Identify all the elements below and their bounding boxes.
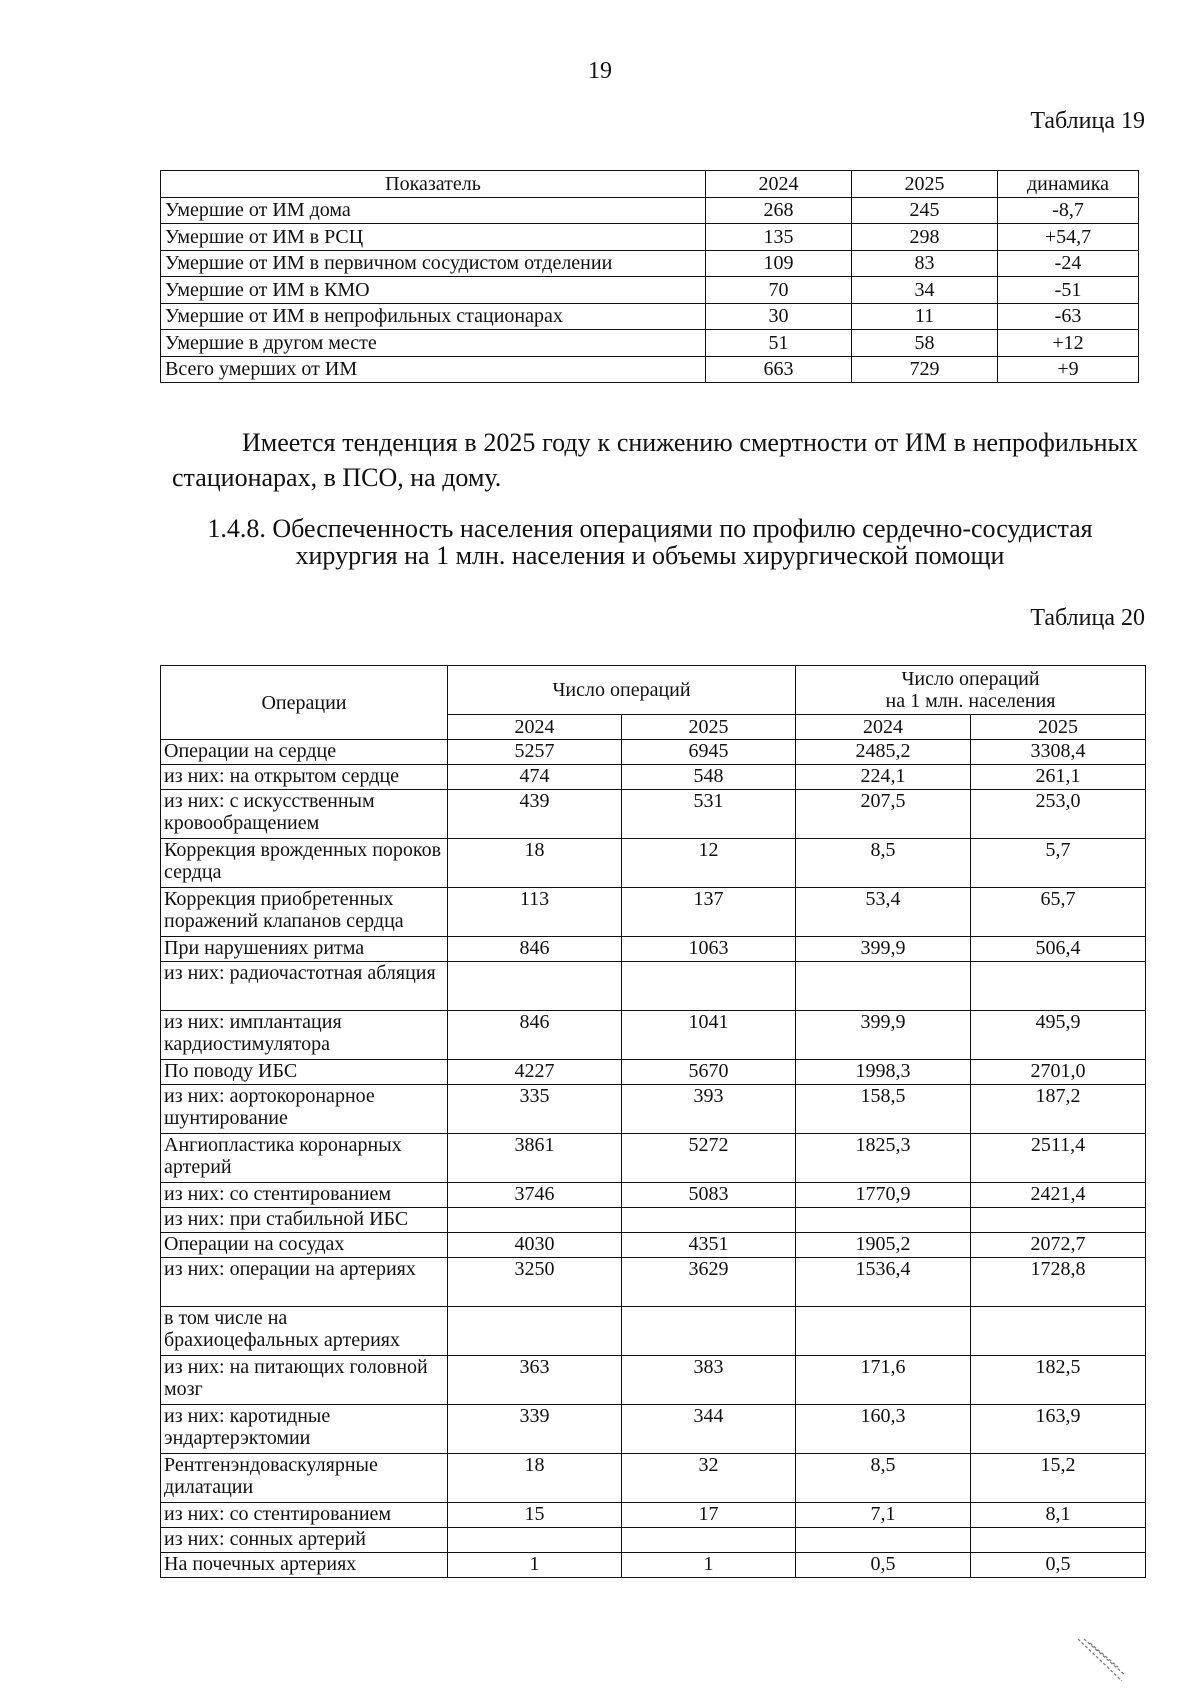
value-cell: 137 (622, 888, 796, 937)
value-cell: 335 (448, 1085, 622, 1134)
value-cell: 495,9 (971, 1011, 1146, 1060)
value-cell (971, 962, 1146, 1011)
section-heading-line-2: хирургия на 1 млн. населения и объемы хирургической помощи (295, 541, 1005, 570)
value-cell (622, 1528, 796, 1553)
per-million-line-2: на 1 млн. населения (885, 690, 1056, 712)
table-row (161, 197, 1139, 224)
value-cell: 1998,3 (796, 1060, 971, 1085)
value-cell: +54,7 (998, 224, 1139, 251)
row-label-cell: Ангиопластика коронарных артерий (161, 1134, 448, 1183)
table-19-label: Таблица 19 (1030, 108, 1145, 134)
section-heading (160, 515, 1140, 569)
row-label-cell: из них: при стабильной ИБС (161, 1208, 448, 1233)
table-row (161, 1405, 1146, 1454)
value-cell (448, 962, 622, 1011)
value-cell (971, 1307, 1146, 1356)
per-million-line-1: Число операций (901, 668, 1040, 690)
value-cell: 729 (852, 356, 998, 383)
year-header: 2024 (796, 715, 971, 740)
value-cell: 158,5 (796, 1085, 971, 1134)
row-label-cell: Операции на сосудах (161, 1233, 448, 1258)
value-cell (622, 962, 796, 1011)
value-cell: 846 (448, 937, 622, 962)
row-label-cell: По поводу ИБС (161, 1060, 448, 1085)
value-cell: 224,1 (796, 765, 971, 790)
row-label-cell: Умершие от ИМ в первичном сосудистом отделении (161, 250, 706, 277)
table-row (161, 277, 1139, 304)
value-cell: 3308,4 (971, 740, 1146, 765)
value-cell: 261,1 (971, 765, 1146, 790)
value-cell: 1825,3 (796, 1134, 971, 1183)
table-row (161, 303, 1139, 330)
value-cell (448, 1307, 622, 1356)
table-row (161, 1454, 1146, 1503)
table-row (161, 250, 1139, 277)
table-row (161, 1503, 1146, 1528)
table-row (161, 790, 1146, 839)
value-cell: 3629 (622, 1258, 796, 1307)
value-cell: 1536,4 (796, 1258, 971, 1307)
value-cell: 399,9 (796, 1011, 971, 1060)
row-label-cell: На почечных артериях (161, 1553, 448, 1578)
value-cell: 548 (622, 765, 796, 790)
row-label-cell: из них: сонных артерий (161, 1528, 448, 1553)
table-row (161, 1085, 1146, 1134)
row-label-cell: Всего умерших от ИМ (161, 356, 706, 383)
row-label-cell: Умершие в другом месте (161, 330, 706, 357)
table-row (161, 224, 1139, 251)
value-cell (448, 1208, 622, 1233)
value-cell: 846 (448, 1011, 622, 1060)
value-cell: 5272 (622, 1134, 796, 1183)
value-cell: 5083 (622, 1183, 796, 1208)
year-header: 2024 (448, 715, 622, 740)
value-cell: +9 (998, 356, 1139, 383)
value-cell: 113 (448, 888, 622, 937)
value-cell: 8,5 (796, 1454, 971, 1503)
conclusion-paragraph (172, 425, 1138, 495)
table-row (161, 765, 1146, 790)
value-cell: 83 (852, 250, 998, 277)
value-cell: 7,1 (796, 1503, 971, 1528)
value-cell: 6945 (622, 740, 796, 765)
year-header: 2025 (622, 715, 796, 740)
table-row (161, 1183, 1146, 1208)
table-row (161, 1011, 1146, 1060)
column-header: динамика (998, 171, 1139, 198)
value-cell: 0,5 (796, 1553, 971, 1578)
value-cell: 1 (448, 1553, 622, 1578)
value-cell: 109 (706, 250, 852, 277)
value-cell: +12 (998, 330, 1139, 357)
value-cell (796, 1307, 971, 1356)
column-header-operations: Операции (161, 666, 448, 740)
value-cell: 160,3 (796, 1405, 971, 1454)
value-cell: 187,2 (971, 1085, 1146, 1134)
column-header-count: Число операций (448, 666, 796, 715)
value-cell: 11 (852, 303, 998, 330)
table-row (161, 356, 1139, 383)
value-cell: 1770,9 (796, 1183, 971, 1208)
table-19 (160, 170, 1139, 383)
value-cell: 531 (622, 790, 796, 839)
value-cell: 1 (622, 1553, 796, 1578)
value-cell (971, 1528, 1146, 1553)
row-label-cell: Операции на сердце (161, 740, 448, 765)
value-cell: 30 (706, 303, 852, 330)
value-cell: 399,9 (796, 937, 971, 962)
value-cell: 51 (706, 330, 852, 357)
value-cell: 663 (706, 356, 852, 383)
value-cell: 171,6 (796, 1356, 971, 1405)
value-cell: 0,5 (971, 1553, 1146, 1578)
value-cell: 53,4 (796, 888, 971, 937)
table-20-label: Таблица 20 (1030, 605, 1145, 631)
table-row (161, 937, 1146, 962)
value-cell: 4227 (448, 1060, 622, 1085)
row-label-cell: из них: каротидные эндартерэктомии (161, 1405, 448, 1454)
value-cell: 15,2 (971, 1454, 1146, 1503)
row-label-cell: из них: со стентированием (161, 1183, 448, 1208)
value-cell: -24 (998, 250, 1139, 277)
value-cell: 344 (622, 1405, 796, 1454)
table-row (161, 1134, 1146, 1183)
value-cell: 253,0 (971, 790, 1146, 839)
value-cell (622, 1208, 796, 1233)
value-cell: 298 (852, 224, 998, 251)
table-row (161, 1528, 1146, 1553)
table-20 (160, 665, 1146, 1578)
column-header: 2024 (706, 171, 852, 198)
value-cell (622, 1307, 796, 1356)
table-row (161, 888, 1146, 937)
year-header: 2025 (971, 715, 1146, 740)
table-row (161, 1307, 1146, 1356)
pen-mark-icon (1070, 1635, 1130, 1685)
value-cell: 12 (622, 839, 796, 888)
table-row (161, 330, 1139, 357)
value-cell: 17 (622, 1503, 796, 1528)
value-cell: 3746 (448, 1183, 622, 1208)
value-cell (971, 1208, 1146, 1233)
value-cell: 1063 (622, 937, 796, 962)
row-label-cell: Умершие от ИМ дома (161, 197, 706, 224)
value-cell: 245 (852, 197, 998, 224)
value-cell: 8,5 (796, 839, 971, 888)
row-label-cell: из них: аортокоронарное шунтирование (161, 1085, 448, 1134)
value-cell: 363 (448, 1356, 622, 1405)
value-cell (448, 1528, 622, 1553)
value-cell: 2485,2 (796, 740, 971, 765)
row-label-cell: из них: с искусственным кровообращением (161, 790, 448, 839)
value-cell: 15 (448, 1503, 622, 1528)
row-label-cell: из них: имплантация кардиостимулятора (161, 1011, 448, 1060)
row-label-cell: из них: на открытом сердце (161, 765, 448, 790)
row-label-cell: из них: операции на артериях (161, 1258, 448, 1307)
row-label-cell: из них: со стентированием (161, 1503, 448, 1528)
value-cell: 5,7 (971, 839, 1146, 888)
value-cell: 268 (706, 197, 852, 224)
table-19-header-row (161, 171, 1139, 198)
value-cell: 439 (448, 790, 622, 839)
value-cell (796, 1528, 971, 1553)
table-row (161, 1553, 1146, 1578)
value-cell: 34 (852, 277, 998, 304)
value-cell: 2701,0 (971, 1060, 1146, 1085)
value-cell: 2511,4 (971, 1134, 1146, 1183)
value-cell: 5670 (622, 1060, 796, 1085)
table-row (161, 839, 1146, 888)
page-number: 19 (588, 58, 612, 84)
table-row (161, 1356, 1146, 1405)
column-header-per-million (796, 666, 1146, 715)
row-label-cell: из них: на питающих головной мозг (161, 1356, 448, 1405)
value-cell: 163,9 (971, 1405, 1146, 1454)
value-cell: 207,5 (796, 790, 971, 839)
column-header: Показатель (161, 171, 706, 198)
row-label-cell: Коррекция приобретенных поражений клапанов сердца (161, 888, 448, 937)
value-cell: -63 (998, 303, 1139, 330)
value-cell: 182,5 (971, 1356, 1146, 1405)
value-cell (796, 1208, 971, 1233)
value-cell: 3250 (448, 1258, 622, 1307)
value-cell: 1728,8 (971, 1258, 1146, 1307)
value-cell: 135 (706, 224, 852, 251)
value-cell: -51 (998, 277, 1139, 304)
value-cell: 474 (448, 765, 622, 790)
table-row (161, 1233, 1146, 1258)
value-cell: 2072,7 (971, 1233, 1146, 1258)
row-label-cell: Умершие от ИМ в КМО (161, 277, 706, 304)
row-label-cell: Рентгенэндоваскулярные дилатации (161, 1454, 448, 1503)
value-cell: 8,1 (971, 1503, 1146, 1528)
row-label-cell: из них: радиочастотная абляция (161, 962, 448, 1011)
table-row (161, 1060, 1146, 1085)
row-label-cell: Коррекция врожденных пороков сердца (161, 839, 448, 888)
value-cell: 393 (622, 1085, 796, 1134)
value-cell: 70 (706, 277, 852, 304)
value-cell: 18 (448, 839, 622, 888)
value-cell: 383 (622, 1356, 796, 1405)
value-cell: 1905,2 (796, 1233, 971, 1258)
value-cell: 339 (448, 1405, 622, 1454)
value-cell: 3861 (448, 1134, 622, 1183)
value-cell: 1041 (622, 1011, 796, 1060)
value-cell: 58 (852, 330, 998, 357)
value-cell: 32 (622, 1454, 796, 1503)
table-row (161, 1208, 1146, 1233)
row-label-cell: Умершие от ИМ в РСЦ (161, 224, 706, 251)
section-heading-line-1: 1.4.8. Обеспеченность населения операциями по профилю сердечно-сосудистая (207, 514, 1093, 543)
value-cell: 506,4 (971, 937, 1146, 962)
table-row (161, 740, 1146, 765)
value-cell: 5257 (448, 740, 622, 765)
table-20-header-row (161, 666, 1146, 715)
conclusion-text: Имеется тенденция в 2025 году к снижению смертности от ИМ в непрофильных стационарах, в ПСО, на дому. (172, 428, 1138, 492)
value-cell: -8,7 (998, 197, 1139, 224)
column-header: 2025 (852, 171, 998, 198)
value-cell (796, 962, 971, 1011)
row-label-cell: в том числе на брахиоцефальных артериях (161, 1307, 448, 1356)
row-label-cell: Умершие от ИМ в непрофильных стационарах (161, 303, 706, 330)
value-cell: 4030 (448, 1233, 622, 1258)
value-cell: 4351 (622, 1233, 796, 1258)
row-label-cell: При нарушениях ритма (161, 937, 448, 962)
value-cell: 2421,4 (971, 1183, 1146, 1208)
value-cell: 65,7 (971, 888, 1146, 937)
value-cell: 18 (448, 1454, 622, 1503)
table-row (161, 1258, 1146, 1307)
table-row (161, 962, 1146, 1011)
